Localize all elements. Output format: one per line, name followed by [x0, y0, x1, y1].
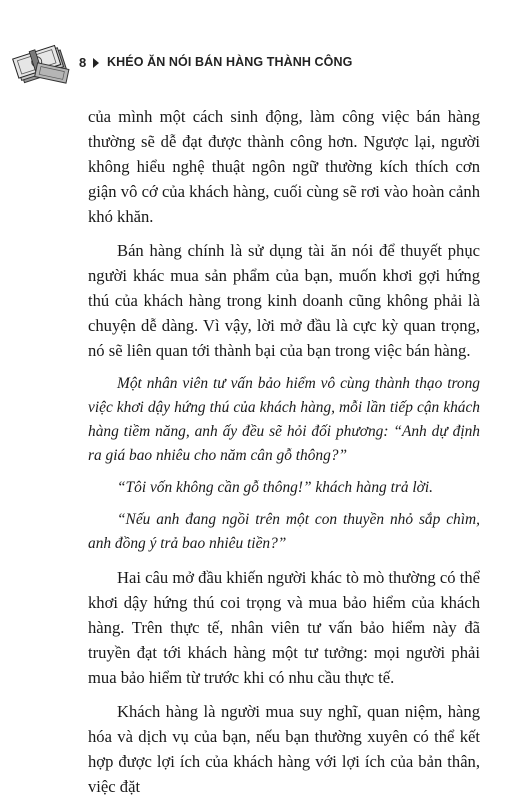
- story-paragraph: Một nhân viên tư vấn bảo hiểm vô cùng thành thạo trong việc khơi dậy hứng thú của khách hàng, mỗi lần tiếp cận khách hàng tiềm năng, anh ấy đều sẽ hỏi đối phương: “Anh dự định ra giá bao nhiêu cho năm cân gỗ thông?”: [88, 375, 480, 464]
- paragraph: Khách hàng là người mua suy nghĩ, quan niệm, hàng hóa và dịch vụ của bạn, nếu bạn thường xuyên có thể kết hợp được lợi ích của khách hàng với lợi ích của bản thân, việc đặt: [88, 702, 480, 796]
- story-paragraph: “Tôi vốn không cần gỗ thông!” khách hàng trả lời.: [117, 479, 434, 496]
- paragraph: Hai câu mở đầu khiến người khác tò mò thường có thể khơi dậy hứng thú coi trọng và mua bảo hiểm của khách hàng. Trên thực tế, nhân viên tư vấn bảo hiểm này đã truyền đạt tới khách hàng một tư tưởng: mọi người phải mua bảo hiểm từ trước khi có nhu cầu thực tế.: [88, 568, 480, 687]
- running-title: KHÉO ĂN NÓI BÁN HÀNG THÀNH CÔNG: [107, 55, 353, 69]
- body-text: [88, 104, 480, 799]
- paragraph: Bán hàng chính là sử dụng tài ăn nói để thuyết phục người khác mua sản phẩm của bạn, muốn khơi gợi hứng thú của khách hàng trong kinh doanh cũng không phải là chuyện dễ dàng. Vì vậy, lời mở đầu là cực kỳ quan trọng, nó sẽ liên quan tới thành bại của bạn trong việc bán hàng.: [88, 241, 480, 360]
- money-stack-icon: [12, 42, 74, 88]
- paragraph: của mình một cách sinh động, làm công việc bán hàng thường sẽ dễ đạt được thành công hơn. Ngược lại, người không hiểu nghệ thuật ngôn ngữ thường kích thích cơn giận vô cớ của khách hàng, cuối cùng sẽ rơi vào hoàn cảnh khó khăn.: [88, 107, 480, 226]
- page-header: [0, 36, 532, 96]
- story-paragraph: “Nếu anh đang ngồi trên một con thuyền nhỏ sắp chìm, anh đồng ý trả bao nhiêu tiền?”: [88, 511, 480, 552]
- page-number: 8: [79, 55, 87, 70]
- header-bullet-icon: [93, 58, 99, 68]
